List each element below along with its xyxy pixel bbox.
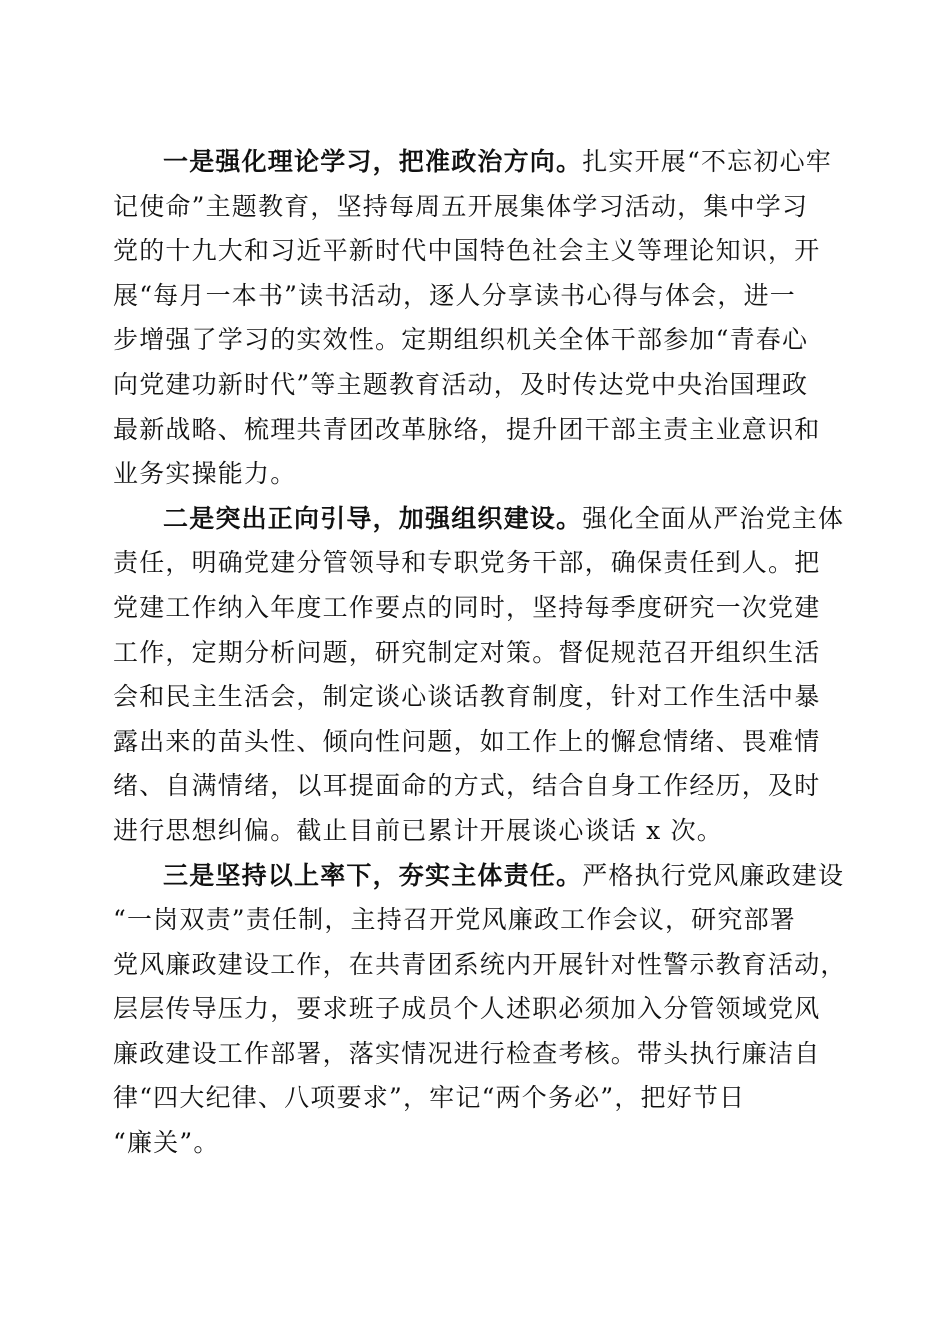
paragraph-first-line xyxy=(113,140,835,185)
paragraph-line: “廉关”。 xyxy=(113,1128,220,1158)
paragraph-line: 强化全面从严治党主体 xyxy=(582,503,845,533)
paragraph-line: 最新战略、梳理共青团改革脉络，提升团干部主责主业意识和 xyxy=(113,414,821,444)
paragraph-first-line xyxy=(113,497,845,542)
paragraph-line: 廉政建设工作部署，落实情况进行检查考核。带头执行廉洁自 xyxy=(113,1038,821,1068)
paragraph-line: 党的十九大和习近平新时代中国特色社会主义等理论知识，开 xyxy=(113,236,821,266)
paragraph-line: 严格执行党风廉政建设 xyxy=(582,860,845,890)
paragraph-theory-study xyxy=(113,140,835,497)
paragraph-organization-building xyxy=(113,497,845,854)
paragraph-line: 党风廉政建设工作，在共青团系统内开展针对性警示教育活动， xyxy=(113,949,847,979)
paragraph-lead: 一是强化理论学习，把准政治方向。 xyxy=(163,147,583,176)
paragraph-line: 层层传导压力，要求班子成员个人述职必须加入分管领域党风 xyxy=(113,994,821,1024)
paragraph-line: 记使命”主题教育，坚持每周五开展集体学习活动，集中学习 xyxy=(113,191,809,221)
paragraph-line: 扎实开展“不忘初心牢 xyxy=(582,147,832,176)
paragraph-line: 向党建功新时代”等主题教育活动，及时传达党中央治国理政 xyxy=(113,369,809,399)
paragraph-line: 绪、自满情绪，以耳提面命的方式，结合自身工作经历，及时 xyxy=(113,771,821,801)
paragraph-line: 展“每月一本书”读书活动，逐人分享读书心得与体会，进一 xyxy=(113,280,796,310)
paragraph-line: 党建工作纳入年度工作要点的同时，坚持每季度研究一次党建 xyxy=(113,592,821,622)
paragraph-line: 责任，明确党建分管领导和专职党务干部，确保责任到人。把 xyxy=(113,548,821,578)
paragraph-line: 业务实操能力。 xyxy=(113,459,297,489)
paragraph-lead: 二是突出正向引导，加强组织建设。 xyxy=(163,503,583,533)
paragraph-line: 工作，定期分析问题，研究制定对策。督促规范召开组织生活 xyxy=(113,637,821,667)
paragraph-main-responsibility xyxy=(113,854,847,1166)
paragraph-line: 律“四大纪律、八项要求”，牢记“两个务必”，把好节日 xyxy=(113,1083,746,1113)
paragraph-line: 露出来的苗头性、倾向性问题，如工作上的懈怠情绪、畏难情 xyxy=(113,726,821,756)
paragraph-lead: 三是坚持以上率下，夯实主体责任。 xyxy=(163,860,583,890)
document-body xyxy=(113,140,847,1166)
paragraph-first-line xyxy=(113,854,845,899)
paragraph-line: 进行思想纠偏。截止目前已累计开展谈心谈话 x 次。 xyxy=(113,815,723,845)
paragraph-line: 步增强了学习的实效性。定期组织机关全体干部参加“青春心 xyxy=(113,325,809,355)
paragraph-line: “一岗双责”责任制，主持召开党风廉政工作会议，研究部署 xyxy=(113,905,796,935)
paragraph-line: 会和民主生活会，制定谈心谈话教育制度，针对工作生活中暴 xyxy=(113,682,821,712)
